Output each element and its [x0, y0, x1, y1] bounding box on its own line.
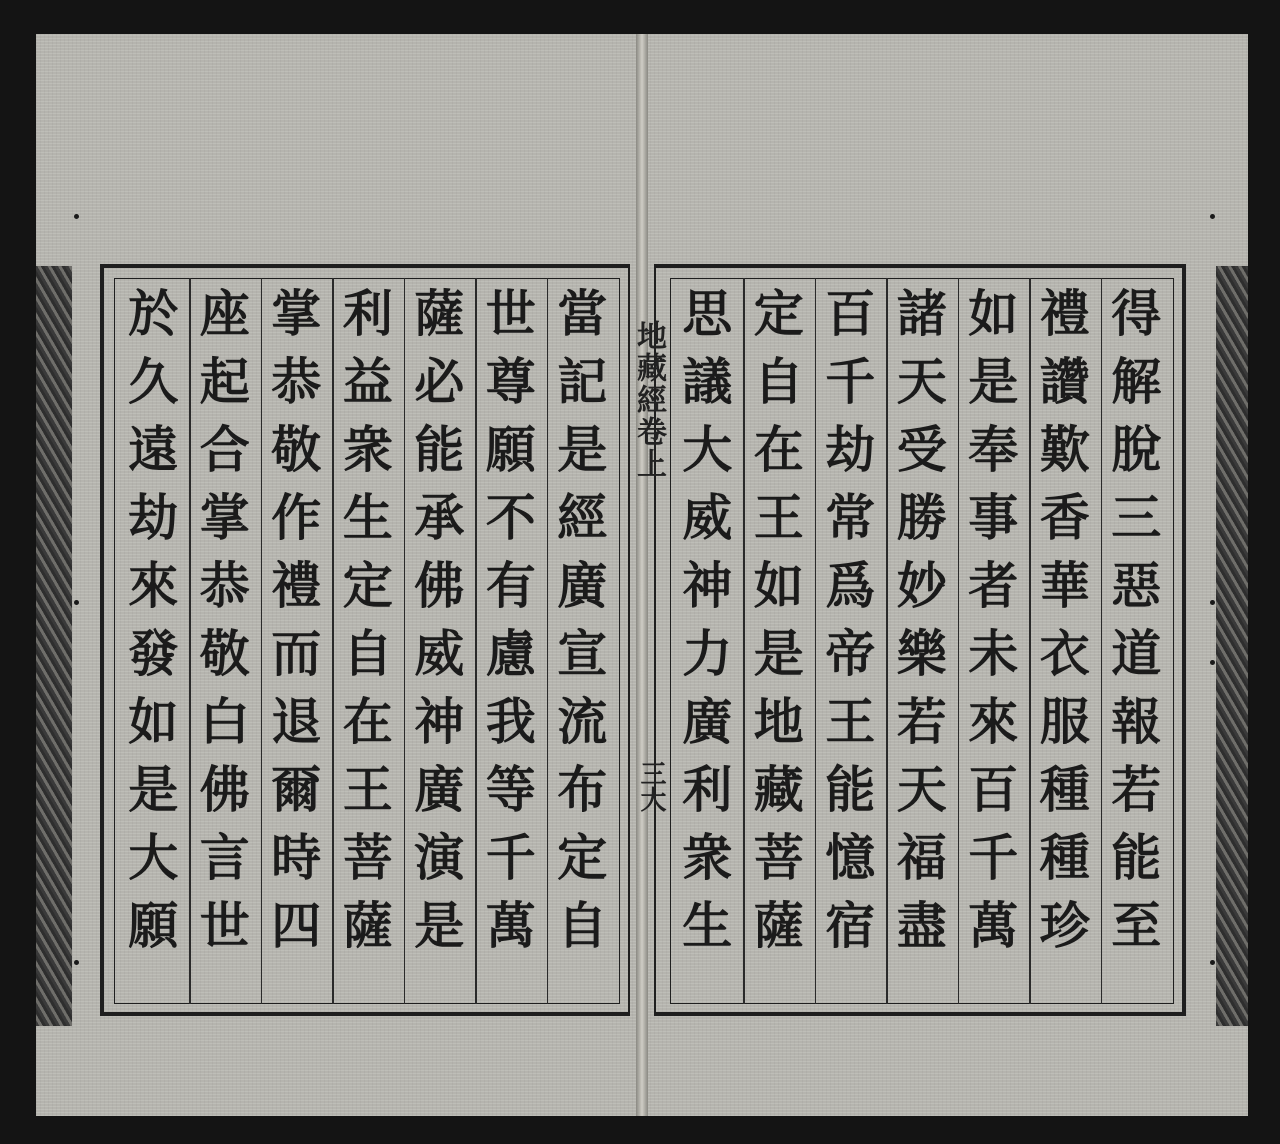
left-page-columns-column [482, 280, 540, 960]
glyph: 廣 [557, 556, 608, 615]
right-page-columns-column [893, 280, 951, 960]
glyph: 神 [682, 556, 733, 615]
glyph: 四 [271, 896, 322, 955]
glyph: 得 [1111, 284, 1162, 343]
glyph: 薩 [414, 284, 465, 343]
glyph: 珍 [1039, 896, 1090, 955]
glyph: 爾 [271, 760, 322, 819]
glyph: 退 [271, 692, 322, 751]
glyph: 生 [682, 896, 733, 955]
glyph: 久 [128, 352, 179, 411]
glyph: 未 [968, 624, 1019, 683]
right-page-columns-column [1107, 280, 1165, 960]
left-page-columns-column [267, 280, 325, 960]
glyph: 於 [128, 284, 179, 343]
glyph: 記 [557, 352, 608, 411]
glyph: 是 [128, 760, 179, 819]
column-rule [743, 278, 745, 1004]
glyph: 帝 [825, 624, 876, 683]
left-page-columns-column [339, 280, 397, 960]
glyph: 千 [485, 828, 536, 887]
glyph: 議 [682, 352, 733, 411]
glyph: 神 [414, 692, 465, 751]
glyph: 王 [825, 692, 876, 751]
glyph: 掌 [199, 488, 250, 547]
glyph: 經 [557, 488, 608, 547]
glyph: 奉 [968, 420, 1019, 479]
glyph: 世 [485, 284, 536, 343]
glyph: 道 [1111, 624, 1162, 683]
column-rule [547, 278, 549, 1004]
binding-hole [74, 600, 79, 605]
right-page-columns-column [1036, 280, 1094, 960]
glyph: 妙 [896, 556, 947, 615]
glyph: 來 [128, 556, 179, 615]
glyph: 廣 [682, 692, 733, 751]
glyph: 我 [485, 692, 536, 751]
glyph: 能 [414, 420, 465, 479]
glyph: 禮 [271, 556, 322, 615]
glyph: 定 [557, 828, 608, 887]
glyph: 千 [968, 828, 1019, 887]
glyph: 慮 [485, 624, 536, 683]
column-rule [404, 278, 406, 1004]
glyph: 藏 [753, 760, 804, 819]
glyph: 大 [682, 420, 733, 479]
glyph: 事 [968, 488, 1019, 547]
glyph: 合 [199, 420, 250, 479]
glyph: 佛 [199, 760, 250, 819]
binding-hole [1210, 660, 1215, 665]
glyph: 布 [557, 760, 608, 819]
glyph: 解 [1111, 352, 1162, 411]
right-edge-strip [1216, 266, 1248, 1026]
glyph: 薩 [342, 896, 393, 955]
glyph: 敬 [271, 420, 322, 479]
glyph: 來 [968, 692, 1019, 751]
glyph: 菩 [342, 828, 393, 887]
column-rule [958, 278, 960, 1004]
glyph: 華 [1039, 556, 1090, 615]
glyph: 起 [199, 352, 250, 411]
glyph: 願 [128, 896, 179, 955]
glyph: 若 [1111, 760, 1162, 819]
glyph: 種 [1039, 828, 1090, 887]
glyph: 惡 [1111, 556, 1162, 615]
glyph: 宿 [825, 896, 876, 955]
glyph: 定 [753, 284, 804, 343]
column-rule [475, 278, 477, 1004]
glyph: 至 [1111, 896, 1162, 955]
glyph: 利 [682, 760, 733, 819]
glyph: 憶 [825, 828, 876, 887]
glyph: 益 [342, 352, 393, 411]
glyph: 威 [682, 488, 733, 547]
glyph: 王 [753, 488, 804, 547]
glyph: 恭 [199, 556, 250, 615]
glyph: 衆 [682, 828, 733, 887]
right-page-columns-column [750, 280, 808, 960]
column-rule [815, 278, 817, 1004]
glyph: 天 [896, 352, 947, 411]
glyph: 大 [128, 828, 179, 887]
glyph: 者 [968, 556, 1019, 615]
glyph: 樂 [896, 624, 947, 683]
glyph: 種 [1039, 760, 1090, 819]
glyph: 佛 [414, 556, 465, 615]
glyph: 演 [414, 828, 465, 887]
glyph: 在 [753, 420, 804, 479]
glyph: 禮 [1039, 284, 1090, 343]
book-gutter [636, 34, 648, 1116]
glyph: 萬 [968, 896, 1019, 955]
glyph: 劫 [128, 488, 179, 547]
glyph: 掌 [271, 284, 322, 343]
glyph: 白 [199, 692, 250, 751]
glyph: 受 [896, 420, 947, 479]
glyph: 讚 [1039, 352, 1090, 411]
glyph: 是 [968, 352, 1019, 411]
glyph: 如 [753, 556, 804, 615]
glyph: 菩 [753, 828, 804, 887]
glyph: 王 [342, 760, 393, 819]
glyph: 衆 [342, 420, 393, 479]
glyph: 香 [1039, 488, 1090, 547]
glyph: 時 [271, 828, 322, 887]
glyph: 生 [342, 488, 393, 547]
glyph: 敬 [199, 624, 250, 683]
glyph: 願 [485, 420, 536, 479]
column-rule [886, 278, 888, 1004]
glyph: 如 [968, 284, 1019, 343]
glyph: 發 [128, 624, 179, 683]
right-page-columns-column [821, 280, 879, 960]
glyph: 威 [414, 624, 465, 683]
glyph: 千 [825, 352, 876, 411]
glyph: 恭 [271, 352, 322, 411]
glyph: 百 [968, 760, 1019, 819]
glyph: 力 [682, 624, 733, 683]
glyph: 能 [1111, 828, 1162, 887]
glyph: 三 [1111, 488, 1162, 547]
glyph: 遠 [128, 420, 179, 479]
binding-hole [1210, 960, 1215, 965]
glyph: 等 [485, 760, 536, 819]
glyph: 若 [896, 692, 947, 751]
glyph: 劫 [825, 420, 876, 479]
binding-hole [1210, 600, 1215, 605]
glyph: 宣 [557, 624, 608, 683]
glyph: 自 [557, 896, 608, 955]
glyph: 自 [342, 624, 393, 683]
column-rule [261, 278, 263, 1004]
glyph: 作 [271, 488, 322, 547]
glyph: 利 [342, 284, 393, 343]
glyph: 有 [485, 556, 536, 615]
glyph: 流 [557, 692, 608, 751]
glyph: 必 [414, 352, 465, 411]
glyph: 自 [753, 352, 804, 411]
glyph: 常 [825, 488, 876, 547]
glyph: 不 [485, 488, 536, 547]
left-page-columns-column [410, 280, 468, 960]
glyph: 言 [199, 828, 250, 887]
column-rule [332, 278, 334, 1004]
glyph: 在 [342, 692, 393, 751]
glyph: 能 [825, 760, 876, 819]
glyph: 服 [1039, 692, 1090, 751]
glyph: 是 [557, 420, 608, 479]
left-edge-strip [36, 266, 72, 1026]
column-rule [1029, 278, 1031, 1004]
right-page-columns-column [964, 280, 1022, 960]
glyph: 而 [271, 624, 322, 683]
glyph: 爲 [825, 556, 876, 615]
left-page-columns-column [196, 280, 254, 960]
glyph: 尊 [485, 352, 536, 411]
glyph: 天 [896, 760, 947, 819]
glyph: 盡 [896, 896, 947, 955]
binding-hole [74, 960, 79, 965]
glyph: 脫 [1111, 420, 1162, 479]
binding-hole [74, 214, 79, 219]
page-title: 地藏經卷上 [631, 320, 666, 480]
glyph: 座 [199, 284, 250, 343]
glyph: 薩 [753, 896, 804, 955]
glyph: 福 [896, 828, 947, 887]
binding-hole [1210, 214, 1215, 219]
glyph: 思 [682, 284, 733, 343]
glyph: 地 [753, 692, 804, 751]
glyph: 歎 [1039, 420, 1090, 479]
glyph: 廣 [414, 760, 465, 819]
left-page-columns-column [124, 280, 182, 960]
right-page-columns-column [678, 280, 736, 960]
glyph: 報 [1111, 692, 1162, 751]
column-rule [189, 278, 191, 1004]
glyph: 是 [414, 896, 465, 955]
glyph: 承 [414, 488, 465, 547]
glyph: 百 [825, 284, 876, 343]
glyph: 衣 [1039, 624, 1090, 683]
column-rule [1101, 278, 1103, 1004]
glyph: 定 [342, 556, 393, 615]
left-page-columns-column [553, 280, 611, 960]
glyph: 諸 [896, 284, 947, 343]
glyph: 勝 [896, 488, 947, 547]
glyph: 當 [557, 284, 608, 343]
glyph: 如 [128, 692, 179, 751]
page-number: 三大 [636, 760, 666, 812]
glyph: 萬 [485, 896, 536, 955]
glyph: 世 [199, 896, 250, 955]
glyph: 是 [753, 624, 804, 683]
